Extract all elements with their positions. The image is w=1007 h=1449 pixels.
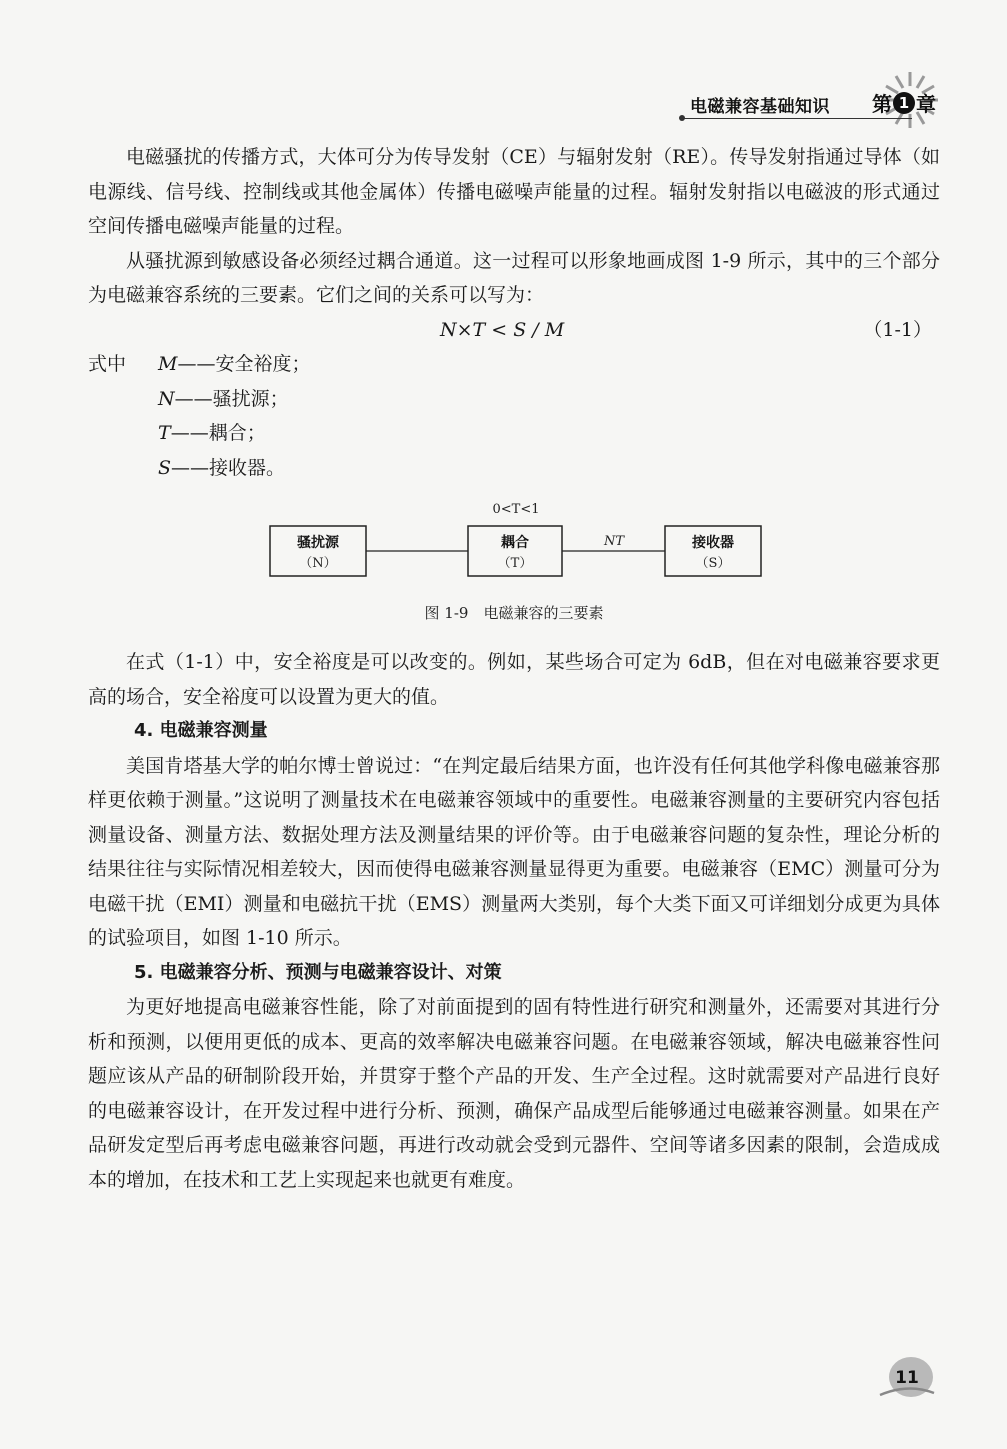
formula-expression: N×T < S / M — [440, 318, 565, 341]
legend-symbol: N — [158, 387, 175, 410]
legend-row — [88, 451, 940, 486]
chapter-prefix: 第 — [872, 92, 892, 116]
section-5-heading: 5. 电磁兼容分析、预测与电磁兼容设计、对策 — [134, 961, 502, 983]
page-number-badge — [878, 1353, 936, 1407]
box-source-symbol: （N） — [299, 556, 337, 571]
legend-text: ——安全裕度； — [177, 353, 311, 375]
figure-1-9 — [88, 485, 940, 645]
legend-item — [158, 416, 266, 451]
legend-row — [88, 382, 940, 417]
legend-text: ——接收器。 — [171, 456, 286, 479]
header-section-title: 电磁兼容基础知识 — [690, 97, 830, 117]
link-nt-label: NT — [603, 534, 625, 549]
box-coupling-symbol: （T） — [497, 556, 533, 571]
formula-1-1 — [88, 313, 940, 348]
box-receiver-symbol: （S） — [695, 556, 731, 571]
page-body — [88, 140, 940, 1197]
legend-symbol: M — [158, 353, 178, 375]
header-rule — [682, 118, 912, 119]
paragraph-propagation: 电磁骚扰的传播方式，大体可分为传导发射（CE）与辐射发射（RE）。传导发射指通过导体（如电源线、信号线、控制线或其他金属体）传播电磁噪声能量的过程。辐射发射指以电磁波的形式通过空间传播电磁噪声能量的过程。 — [88, 146, 940, 237]
legend-item — [158, 347, 310, 382]
legend-symbol: T — [158, 422, 171, 444]
box-receiver-title: 接收器 — [692, 535, 734, 551]
section-4-body: 美国肯塔基大学的帕尔博士曾说过：“在判定最后结果方面，也许没有任何其他学科像电磁兼容那样更依赖于测量。”这说明了测量技术在电磁兼容领域中的重要性。电磁兼容测量的主要研究内容包括测量设备、测量方法、数据处理方法及测量结果的评价等。由于电磁兼容问题的复杂性，理论分析的结果往往与实际情况相差较大，因而使得电磁兼容测量显得更为重要。电磁兼容（EMC）测量可分为电磁干扰（EMI）测量和电磁抗干扰（EMS）测量两大类别，每个大类下面又可详细划分成更为具体的试验项目，如图 1-10 所示。 — [88, 754, 940, 949]
chapter-label — [872, 88, 936, 117]
legend-item — [158, 382, 289, 417]
formula-number: （1-1） — [863, 318, 932, 341]
chapter-suffix: 章 — [916, 92, 936, 116]
legend-row — [88, 416, 940, 451]
box-source-title: 骚扰源 — [297, 535, 339, 551]
section-5-body: 为更好地提高电磁兼容性能，除了对前面提到的固有特性进行研究和测量外，还需要对其进行分析和预测，以便用更低的成本、更高的效率解决电磁兼容问题。在电磁兼容领域，解决电磁兼容性问题应该从产品的研制阶段开始，并贯穿于整个产品的开发、生产全过程。这时就需要对产品进行良好的电磁兼容设计，在开发过程中进行分析、预测，确保产品成型后能够通过电磁兼容测量。如果在产品研发定型后再考虑电磁兼容问题，再进行改动就会受到元器件、空间等诸多因素的限制，会造成成本的增加，在技术和工艺上实现起来也就更有难度。 — [88, 996, 940, 1191]
legend-text: ——骚扰源； — [174, 387, 289, 410]
section-4-heading: 4. 电磁兼容测量 — [134, 720, 268, 741]
legend-row — [88, 347, 940, 382]
coupling-constraint-label: 0<T<1 — [492, 502, 540, 517]
emc-three-elements-diagram — [88, 485, 940, 600]
paragraph-safety-margin: 在式（1-1）中，安全裕度是可以改变的。例如，某些场合可定为 6dB，但在对电磁兼容要求更高的场合，安全裕度可以设置为更大的值。 — [88, 651, 940, 708]
paragraph-coupling-intro: 从骚扰源到敏感设备必须经过耦合通道。这一过程可以形象地画成图 1-9 所示，其中的三个部分为电磁兼容系统的三要素。它们之间的关系可以写为： — [88, 249, 940, 306]
chapter-number-badge: 1 — [893, 92, 915, 114]
page-number: 11 — [895, 1368, 919, 1388]
box-coupling-title: 耦合 — [501, 535, 529, 551]
running-header — [690, 90, 946, 124]
legend-symbol: S — [158, 456, 172, 479]
legend-text: ——耦合； — [170, 422, 266, 444]
legend-item — [158, 451, 285, 486]
legend-lead: 式中 — [88, 353, 127, 375]
figure-caption: 图 1-9 电磁兼容的三要素 — [424, 604, 604, 622]
